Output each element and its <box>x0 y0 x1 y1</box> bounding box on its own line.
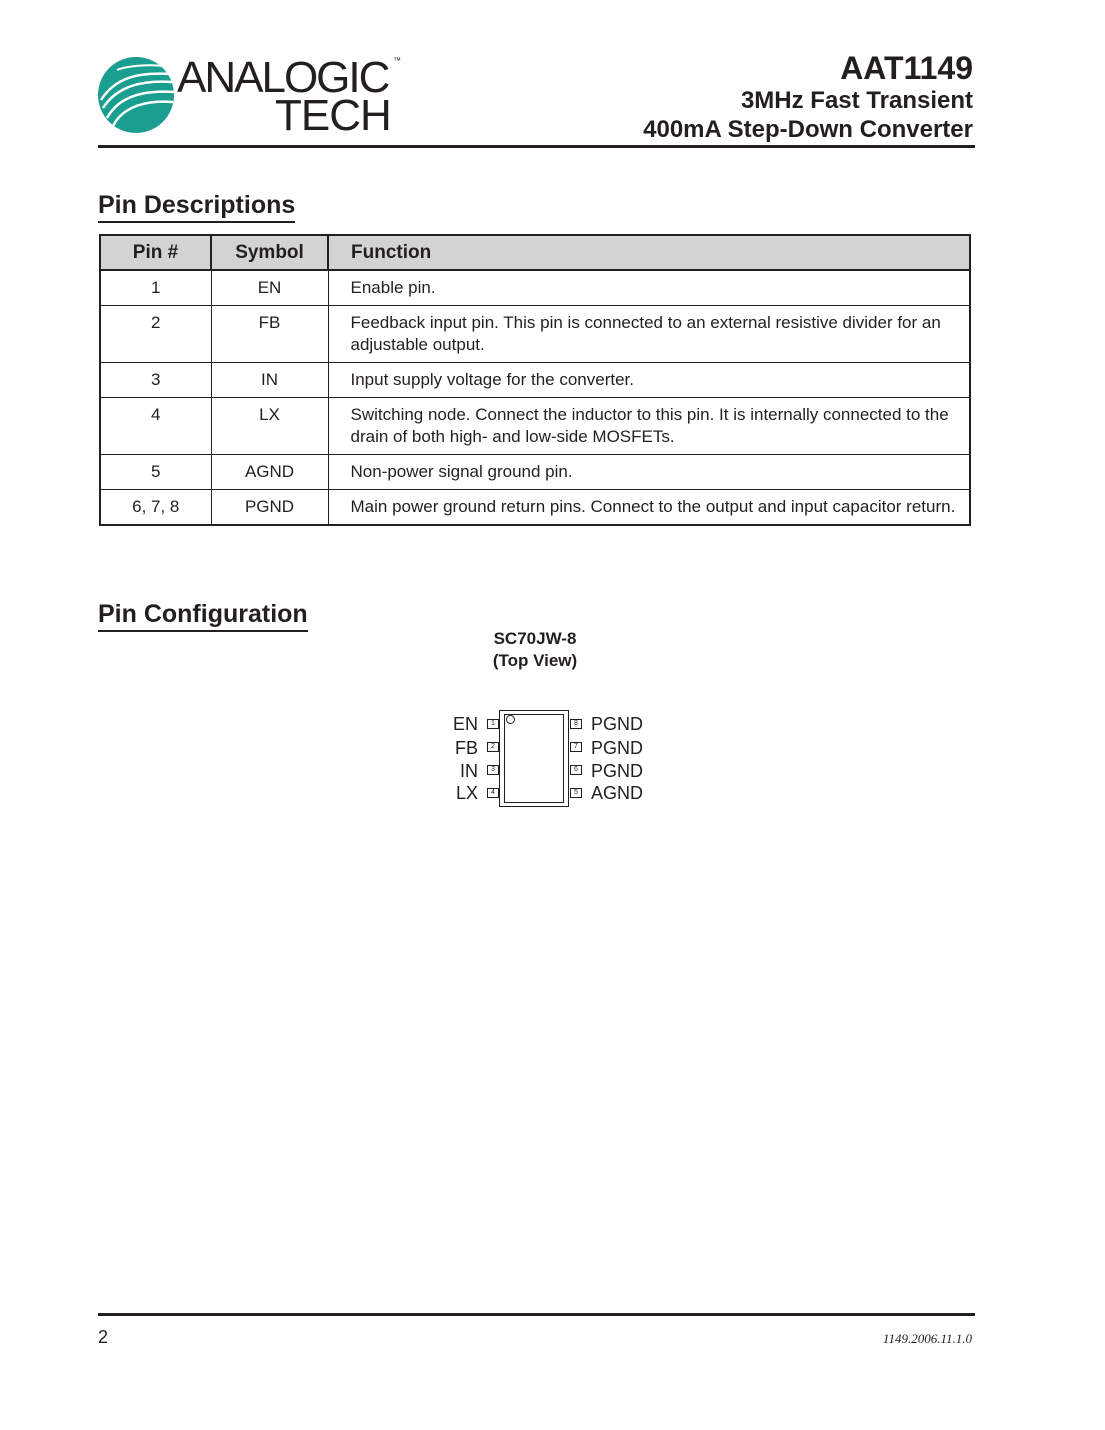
pin-number-box: 3 <box>487 765 499 775</box>
part-number: AAT1149 <box>840 50 973 86</box>
function-cell: Feedback input pin. This pin is connected to an external resistive divider for an adjustable output. <box>328 306 970 363</box>
column-header-function: Function <box>328 235 970 270</box>
column-header-symbol: Symbol <box>211 235 328 270</box>
package-caption <box>435 628 635 672</box>
pin-label-right: PGND <box>591 738 644 758</box>
table-row <box>100 363 970 398</box>
table-row <box>100 490 970 526</box>
symbol-cell: LX <box>211 398 328 455</box>
section-title-pin-configuration: Pin Configuration <box>98 599 308 632</box>
logo-text-analogic: ANALOGIC <box>177 53 389 102</box>
function-cell: Input supply voltage for the converter. <box>328 363 970 398</box>
table-row <box>100 398 970 455</box>
function-cell: Switching node. Connect the inductor to this pin. It is internally connected to the drain of both high- and low-side MOSFETs. <box>328 398 970 455</box>
pin-number-box: 6 <box>570 765 582 775</box>
pin-cell: 4 <box>100 398 211 455</box>
table-row <box>100 455 970 490</box>
pin-number-box: 1 <box>487 719 499 729</box>
table-header-row <box>100 235 970 270</box>
pin-number-box: 4 <box>487 788 499 798</box>
pin-number-box: 7 <box>570 742 582 752</box>
document-code: 1149.2006.11.1.0 <box>882 1331 972 1346</box>
chip-body <box>499 710 569 807</box>
pin-cell: 2 <box>100 306 211 363</box>
pin-cell: 3 <box>100 363 211 398</box>
symbol-cell: EN <box>211 270 328 306</box>
table-row <box>100 270 970 306</box>
logo-globe-icon <box>97 56 175 134</box>
pin-label-right: AGND <box>591 783 644 803</box>
chip-outline <box>504 714 564 803</box>
pin-label-left: FB <box>454 738 478 758</box>
pin-cell: 5 <box>100 455 211 490</box>
logo-text-tech: TECH <box>275 91 391 140</box>
pin-descriptions-table <box>99 234 971 526</box>
pin-label-left: EN <box>452 714 478 734</box>
pin-label-right: PGND <box>591 761 644 781</box>
pin1-marker-icon <box>506 715 515 724</box>
document-header <box>643 50 973 144</box>
symbol-cell: FB <box>211 306 328 363</box>
pin-cell: 6, 7, 8 <box>100 490 211 526</box>
function-cell: Main power ground return pins. Connect to the output and input capacitor return. <box>328 490 970 526</box>
symbol-cell: IN <box>211 363 328 398</box>
company-logo <box>97 53 417 140</box>
package-view: (Top View) <box>492 651 578 670</box>
pin-label-right: PGND <box>591 714 644 734</box>
package-name: SC70JW-8 <box>493 629 577 648</box>
symbol-cell: PGND <box>211 490 328 526</box>
pin-label-left: LX <box>455 783 478 803</box>
subtitle-line1: 3MHz Fast Transient <box>740 87 973 114</box>
function-cell: Non-power signal ground pin. <box>328 455 970 490</box>
trademark-symbol: ™ <box>393 56 401 65</box>
pin-number-box: 2 <box>487 742 499 752</box>
pin-label-left: IN <box>460 761 478 781</box>
header-divider <box>98 145 975 148</box>
section-title-pin-descriptions: Pin Descriptions <box>98 190 295 223</box>
pin-number-box: 8 <box>570 719 582 729</box>
footer-divider <box>98 1313 975 1316</box>
pin-number-box: 5 <box>570 788 582 798</box>
column-header-pin: Pin # <box>100 235 211 270</box>
subtitle-line2: 400mA Step-Down Converter <box>643 116 973 143</box>
symbol-cell: AGND <box>211 455 328 490</box>
pin-cell: 1 <box>100 270 211 306</box>
table-row <box>100 306 970 363</box>
function-cell: Enable pin. <box>328 270 970 306</box>
page-number: 2 <box>98 1327 109 1347</box>
